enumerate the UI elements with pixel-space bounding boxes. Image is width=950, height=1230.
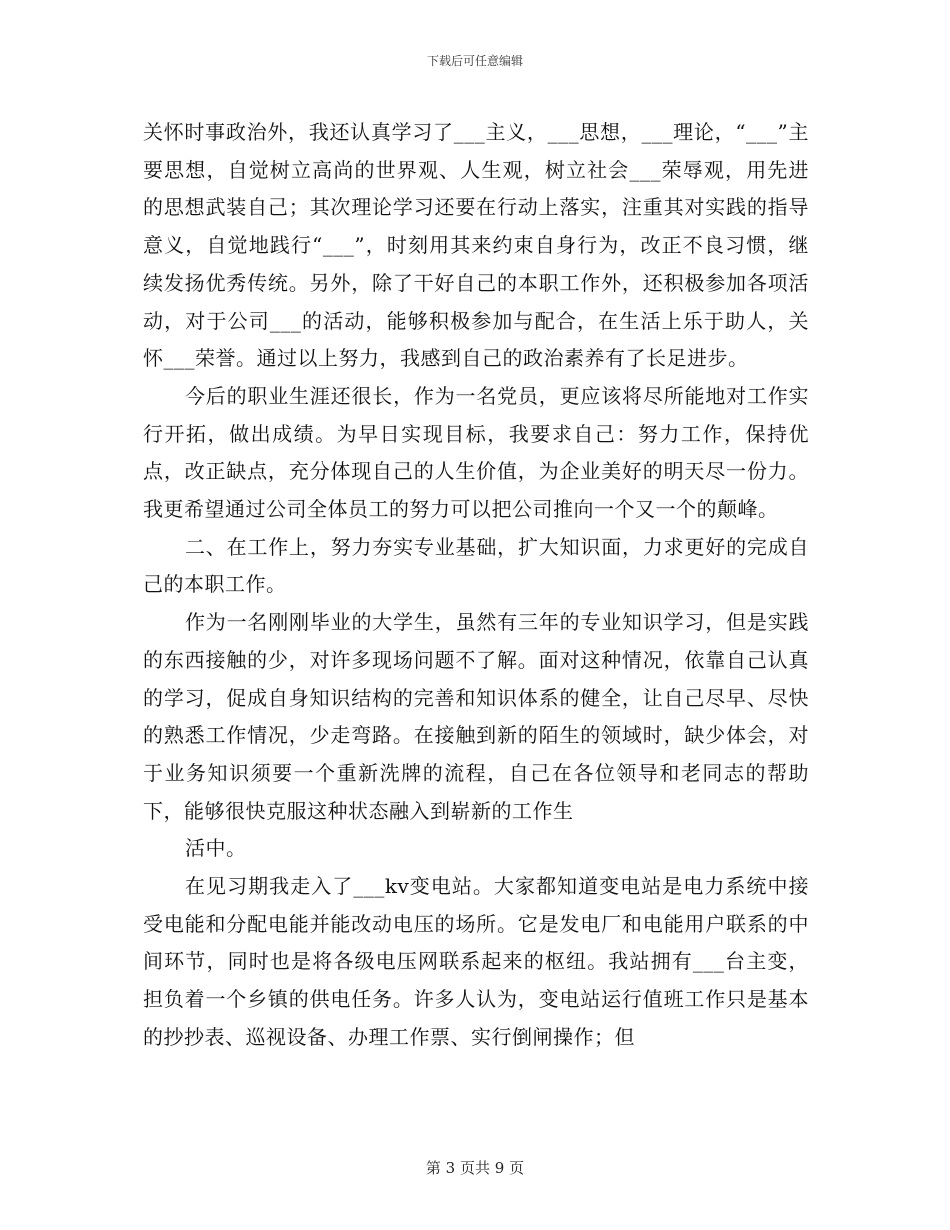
paragraph-section-heading: 二、在工作上，努力夯实专业基础，扩大知识面，力求更好的完成自己的本职工作。 <box>143 534 809 597</box>
paragraph-substation: 在见习期我走入了___kv变电站。大家都知道变电站是电力系统中接受电能和分配电能并能改动电压的场所。它是发电厂和电能用户联系的中间环节，同时也是将各级电压网联系起来的枢纽。我站拥有___台主变，担负着一个乡镇的供电任务。许多人认为，变电站运行值班工作只是基本的抄抄表、巡视设备、办理工作票、实行倒闸操作；但 <box>143 874 809 1049</box>
page-header: 下载后可任意编辑 <box>426 54 523 68</box>
paragraph-career-goals: 今后的职业生涯还很长，作为一名党员，更应该将尽所能地对工作实行开拓，做出成绩。为早日实现目标，我要求自己：努力工作，保持优点，改正缺点，充分体现自己的人生价值，为企业美好的明天尽一份力。我更希望通过公司全体员工的努力可以把公司推向一个又一个的颠峰。 <box>143 383 809 522</box>
document-body <box>143 114 809 1057</box>
paragraph-learning: 作为一名刚刚毕业的大学生，虽然有三年的专业知识学习，但是实践的东西接触的少，对许多现场问题不了解。面对这种情况，依靠自己认真的学习，促成自身知识结构的完善和知识体系的健全，让自己尽早、尽快的熟悉工作情况，少走弯路。在接触到新的陌生的领域时，缺少体会，对于业务知识须要一个重新洗牌的流程，自己在各位领导和老同志的帮助下，能够很快克服这种状态融入到崭新的工作生 <box>143 610 809 823</box>
paragraph-learning-continued: 活中。 <box>185 836 247 861</box>
page-number-footer: 第 3 页共 9 页 <box>425 1159 525 1177</box>
paragraph-political-study: 关怀时事政治外，我还认真学习了___主义，___思想，___理论，“___”主要思想，自觉树立高尚的世界观、人生观，树立社会___荣辱观，用先进的思想武装自己；其次理论学习还要在行动上落实，注重其对实践的指导意义，自觉地践行“___”，时刻用其来约束自身行为，改正不良习惯，继续发扬优秀传统。另外，除了干好自己的本职工作外，还积极参加各项活动，对于公司___的活动，能够积极参加与配合，在生活上乐于助人，关怀___荣誉。通过以上努力，我感到自己的政治素养有了长足进步。 <box>143 120 809 371</box>
